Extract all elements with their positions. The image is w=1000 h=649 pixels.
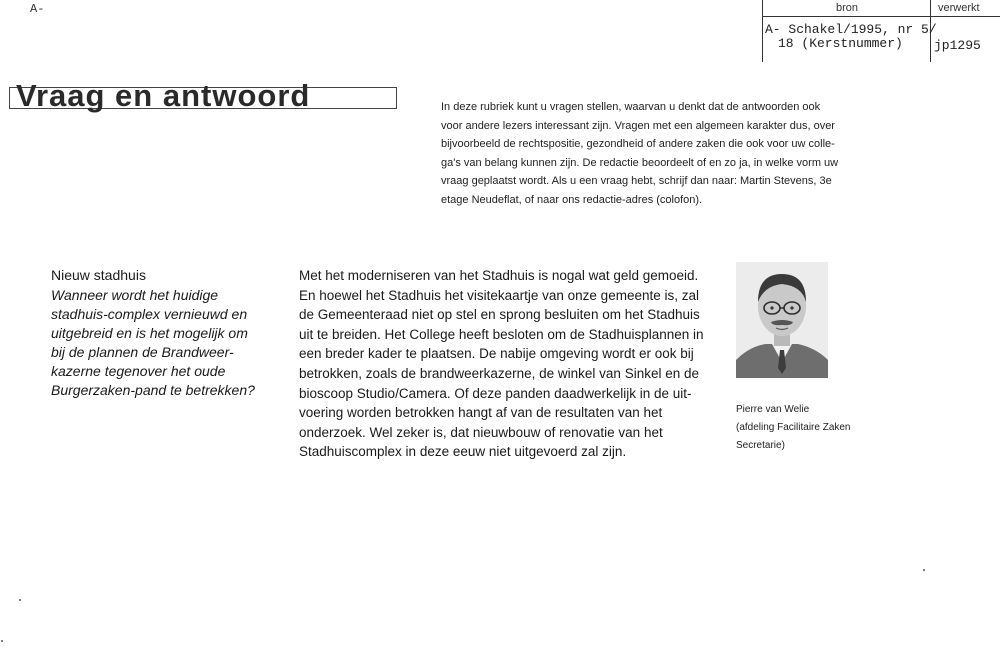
question-line: kazerne tegenover het oude [51, 363, 226, 379]
source-table [762, 0, 1000, 62]
question-text [51, 286, 291, 400]
table-border-left [762, 0, 763, 62]
header-verwerkt: verwerkt [938, 2, 980, 14]
scan-speck [923, 569, 925, 571]
respondent-photo [736, 262, 828, 378]
table-header-divider [762, 16, 1000, 17]
question-line: uitgebreid en is het mogelijk om [51, 325, 248, 341]
question-line: stadhuis-complex vernieuwd en [51, 306, 248, 322]
answer-line: voering worden betrokken hangt af van de resultaten van het [299, 405, 663, 421]
processed-code: jp1295 [934, 38, 981, 53]
photo-caption [736, 401, 851, 455]
intro-line: ga's van belang kunnen zijn. De redactie beoordeelt of en zo ja, in welke vorm uw [441, 156, 839, 169]
intro-line: etage Neudeflat, of naar ons redactie-adres (colofon). [441, 193, 703, 206]
intro-line: vraag geplaatst wordt. Als u een vraag hebt, schrijf dan naar: Martin Stevens, 3e [441, 175, 832, 187]
portrait-illustration [736, 262, 828, 378]
answer-line: Stadhuiscomplex in deze eeuw niet uitgevoerd zal zijn. [299, 444, 627, 460]
scan-speck [1, 640, 3, 642]
question-line: bij de plannen de Brandweer- [51, 344, 234, 360]
intro-line: bijvoorbeeld de rechtspositie, gezondheid of andere zaken die ook voor uw colle- [441, 138, 835, 150]
question-heading: Nieuw stadhuis [51, 267, 146, 283]
answer-line: Met het moderniseren van het Stadhuis is nogal wat geld gemoeid. [299, 268, 699, 283]
answer-line: een breder kader te plaatsen. De nabije omgeving wordt er ook bij [299, 346, 694, 362]
rubric-intro [441, 98, 871, 209]
answer-line: onderzoek. Wel zeker is, dat nieuwbouw of renovatie van het [299, 424, 663, 440]
answer-text [299, 266, 719, 462]
answer-line: de Gemeenteraad niet op stel en sprong besluiten om het Stadhuis [299, 307, 700, 323]
intro-line: voor andere lezers interessant zijn. Vragen met een algemeen karakter dus, over [441, 119, 835, 132]
corner-mark: A- [30, 2, 45, 16]
source-line-2: 18 (Kerstnummer) [778, 36, 903, 51]
respondent-department-line: Secretarie) [736, 440, 785, 451]
rubric-title: Vraag en antwoord [16, 78, 311, 113]
intro-line: In deze rubriek kunt u vragen stellen, waarvan u denkt dat de antwoorden ook [441, 101, 821, 113]
respondent-name: Pierre van Welie [736, 404, 810, 415]
header-bron: bron [836, 2, 859, 14]
answer-line: betrokken, zoals de brandweerkazerne, de winkel van Sinkel en de [299, 365, 699, 381]
respondent-department-line: (afdeling Facilitaire Zaken [736, 422, 851, 433]
scan-speck [19, 599, 21, 601]
question-line: Wanneer wordt het huidige [51, 287, 219, 303]
source-line-1: A- Schakel/1995, nr 5/ [765, 22, 937, 37]
answer-line: uit te breiden. Het College heeft besloten om de Stadhuisplannen in [299, 326, 704, 342]
rubric-title-box [9, 78, 397, 113]
answer-line: bioscoop Studio/Camera. Of deze panden daadwerkelijk in de uit- [299, 385, 692, 401]
answer-line: En hoewel het Stadhuis het visitekaartje van onze gemeente is, zal [299, 287, 699, 303]
question-line: Burgerzaken-pand te betrekken? [51, 382, 255, 398]
